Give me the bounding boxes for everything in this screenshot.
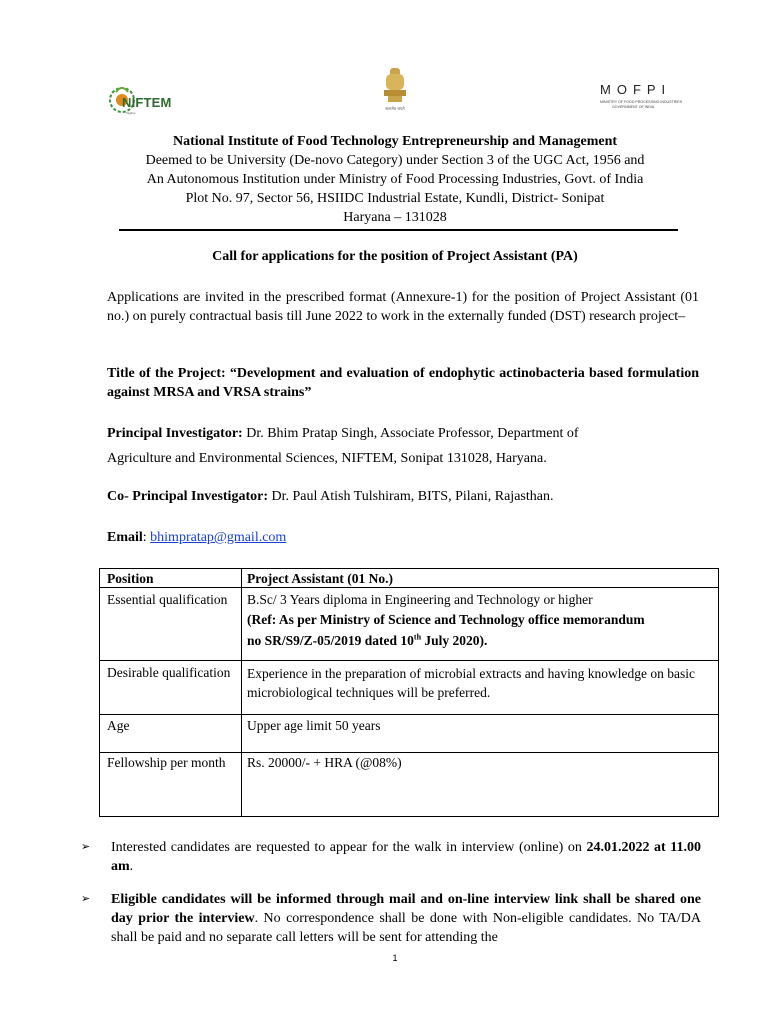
table-header-post: Project Assistant (01 No.) bbox=[247, 571, 393, 586]
fellowship-amount: Rs. 20000/- + HRA (@08%) bbox=[247, 755, 402, 770]
header-divider bbox=[119, 229, 678, 231]
niftem-wordmark: NIFTEM bbox=[122, 95, 172, 110]
co-principal-investigator bbox=[107, 487, 699, 506]
bullet-item: ➢ Interested candidates are requested to appear for the walk in interview (online) on 24.01.2022 at 11.00 am. bbox=[81, 840, 702, 874]
header-line-2: An Autonomous Institution under Ministry of Food Processing Industries, Govt. of India bbox=[146, 172, 644, 187]
arrow-bullet-icon: ➢ bbox=[81, 893, 91, 905]
niftem-logo bbox=[108, 82, 180, 120]
copi-label: Co- Principal Investigator: bbox=[107, 489, 268, 504]
header-line-3: Plot No. 97, Sector 56, HSIIDC Industrial Estate, Kundli, District- Sonipat bbox=[185, 191, 605, 206]
pi-text-a: Dr. Bhim Pratap Singh, Associate Professor, Department of bbox=[246, 426, 579, 441]
email-link[interactable]: bhimpratap@gmail.com bbox=[150, 530, 287, 545]
essential-reference-line2: no SR/S9/Z-05/2019 dated 10th July 2020). bbox=[247, 632, 488, 648]
pi-label: Principal Investigator: bbox=[107, 426, 243, 441]
table-column-divider bbox=[241, 569, 242, 816]
table-row-divider bbox=[100, 714, 718, 715]
copi-text: Dr. Paul Atish Tulshiram, BITS, Pilani, Rajasthan. bbox=[271, 489, 554, 504]
page-number: 1 bbox=[392, 953, 398, 963]
essential-qualification: B.Sc/ 3 Years diploma in Engineering and Technology or higher bbox=[247, 592, 593, 607]
project-title: Title of the Project: “Development and evaluation of endophytic actinobacteria based formulation against MRSA and VRSA strains” bbox=[107, 366, 699, 400]
row-label-fellowship: Fellowship per month bbox=[107, 755, 226, 770]
pi-text-b: Agriculture and Environmental Sciences, NIFTEM, Sonipat 131028, Haryana. bbox=[107, 451, 547, 466]
email-label: Email bbox=[107, 530, 143, 545]
email-line: Email: bhimpratap@gmail.com bbox=[107, 530, 287, 545]
mofpi-govt-text: GOVERNMENT OF INDIA bbox=[612, 105, 655, 109]
call-heading: Call for applications for the position of Project Assistant (PA) bbox=[212, 249, 578, 264]
principal-investigator bbox=[107, 424, 699, 443]
table-row-divider bbox=[100, 752, 718, 753]
mofpi-logo bbox=[598, 82, 683, 112]
bullet-item: ➢ Eligible candidates will be informed through mail and on-line interview link shall be shared one day prior the interview. No correspondence shall be done with Non-eligible candidates. No TA/DA shall be paid and no separate call letters will be sent for attending the bbox=[81, 892, 702, 945]
mofpi-wordmark: MOFPI bbox=[600, 82, 672, 97]
national-emblem bbox=[380, 66, 410, 114]
table-row-divider bbox=[100, 660, 718, 661]
emblem-caption: सत्यमेव जयते bbox=[385, 106, 405, 111]
intro-paragraph: Applications are invited in the prescribed format (Annexure-1) for the position of Project Assistant (01 no.) on purely contractual basis till June 2022 to work in the externally funded (DST) research project– bbox=[107, 290, 699, 324]
header-line-1: Deemed to be University (De-novo Category) under Section 3 of the UGC Act, 1956 and bbox=[145, 153, 645, 168]
table-row-divider bbox=[100, 587, 718, 588]
age-limit: Upper age limit 50 years bbox=[247, 718, 381, 733]
row-label-age: Age bbox=[107, 718, 130, 733]
table-header-position: Position bbox=[107, 571, 154, 586]
essential-reference-line1: (Ref: As per Ministry of Science and Technology office memorandum bbox=[247, 612, 645, 627]
desirable-qualification: Experience in the preparation of microbial extracts and having knowledge on basic microbiological techniques will be preferred. bbox=[247, 666, 695, 700]
mofpi-ministry-text: MINISTRY OF FOOD PROCESSING INDUSTRIES bbox=[600, 100, 683, 104]
institute-name: National Institute of Food Technology Entrepreneurship and Management bbox=[172, 134, 618, 149]
header-line-4: Haryana – 131028 bbox=[343, 210, 447, 225]
niftem-tagline: Tagline bbox=[126, 111, 136, 115]
row-label-desirable: Desirable qualification bbox=[107, 665, 231, 680]
arrow-bullet-icon: ➢ bbox=[81, 841, 91, 853]
row-label-essential: Essential qualification bbox=[107, 592, 228, 607]
position-table bbox=[99, 568, 719, 817]
